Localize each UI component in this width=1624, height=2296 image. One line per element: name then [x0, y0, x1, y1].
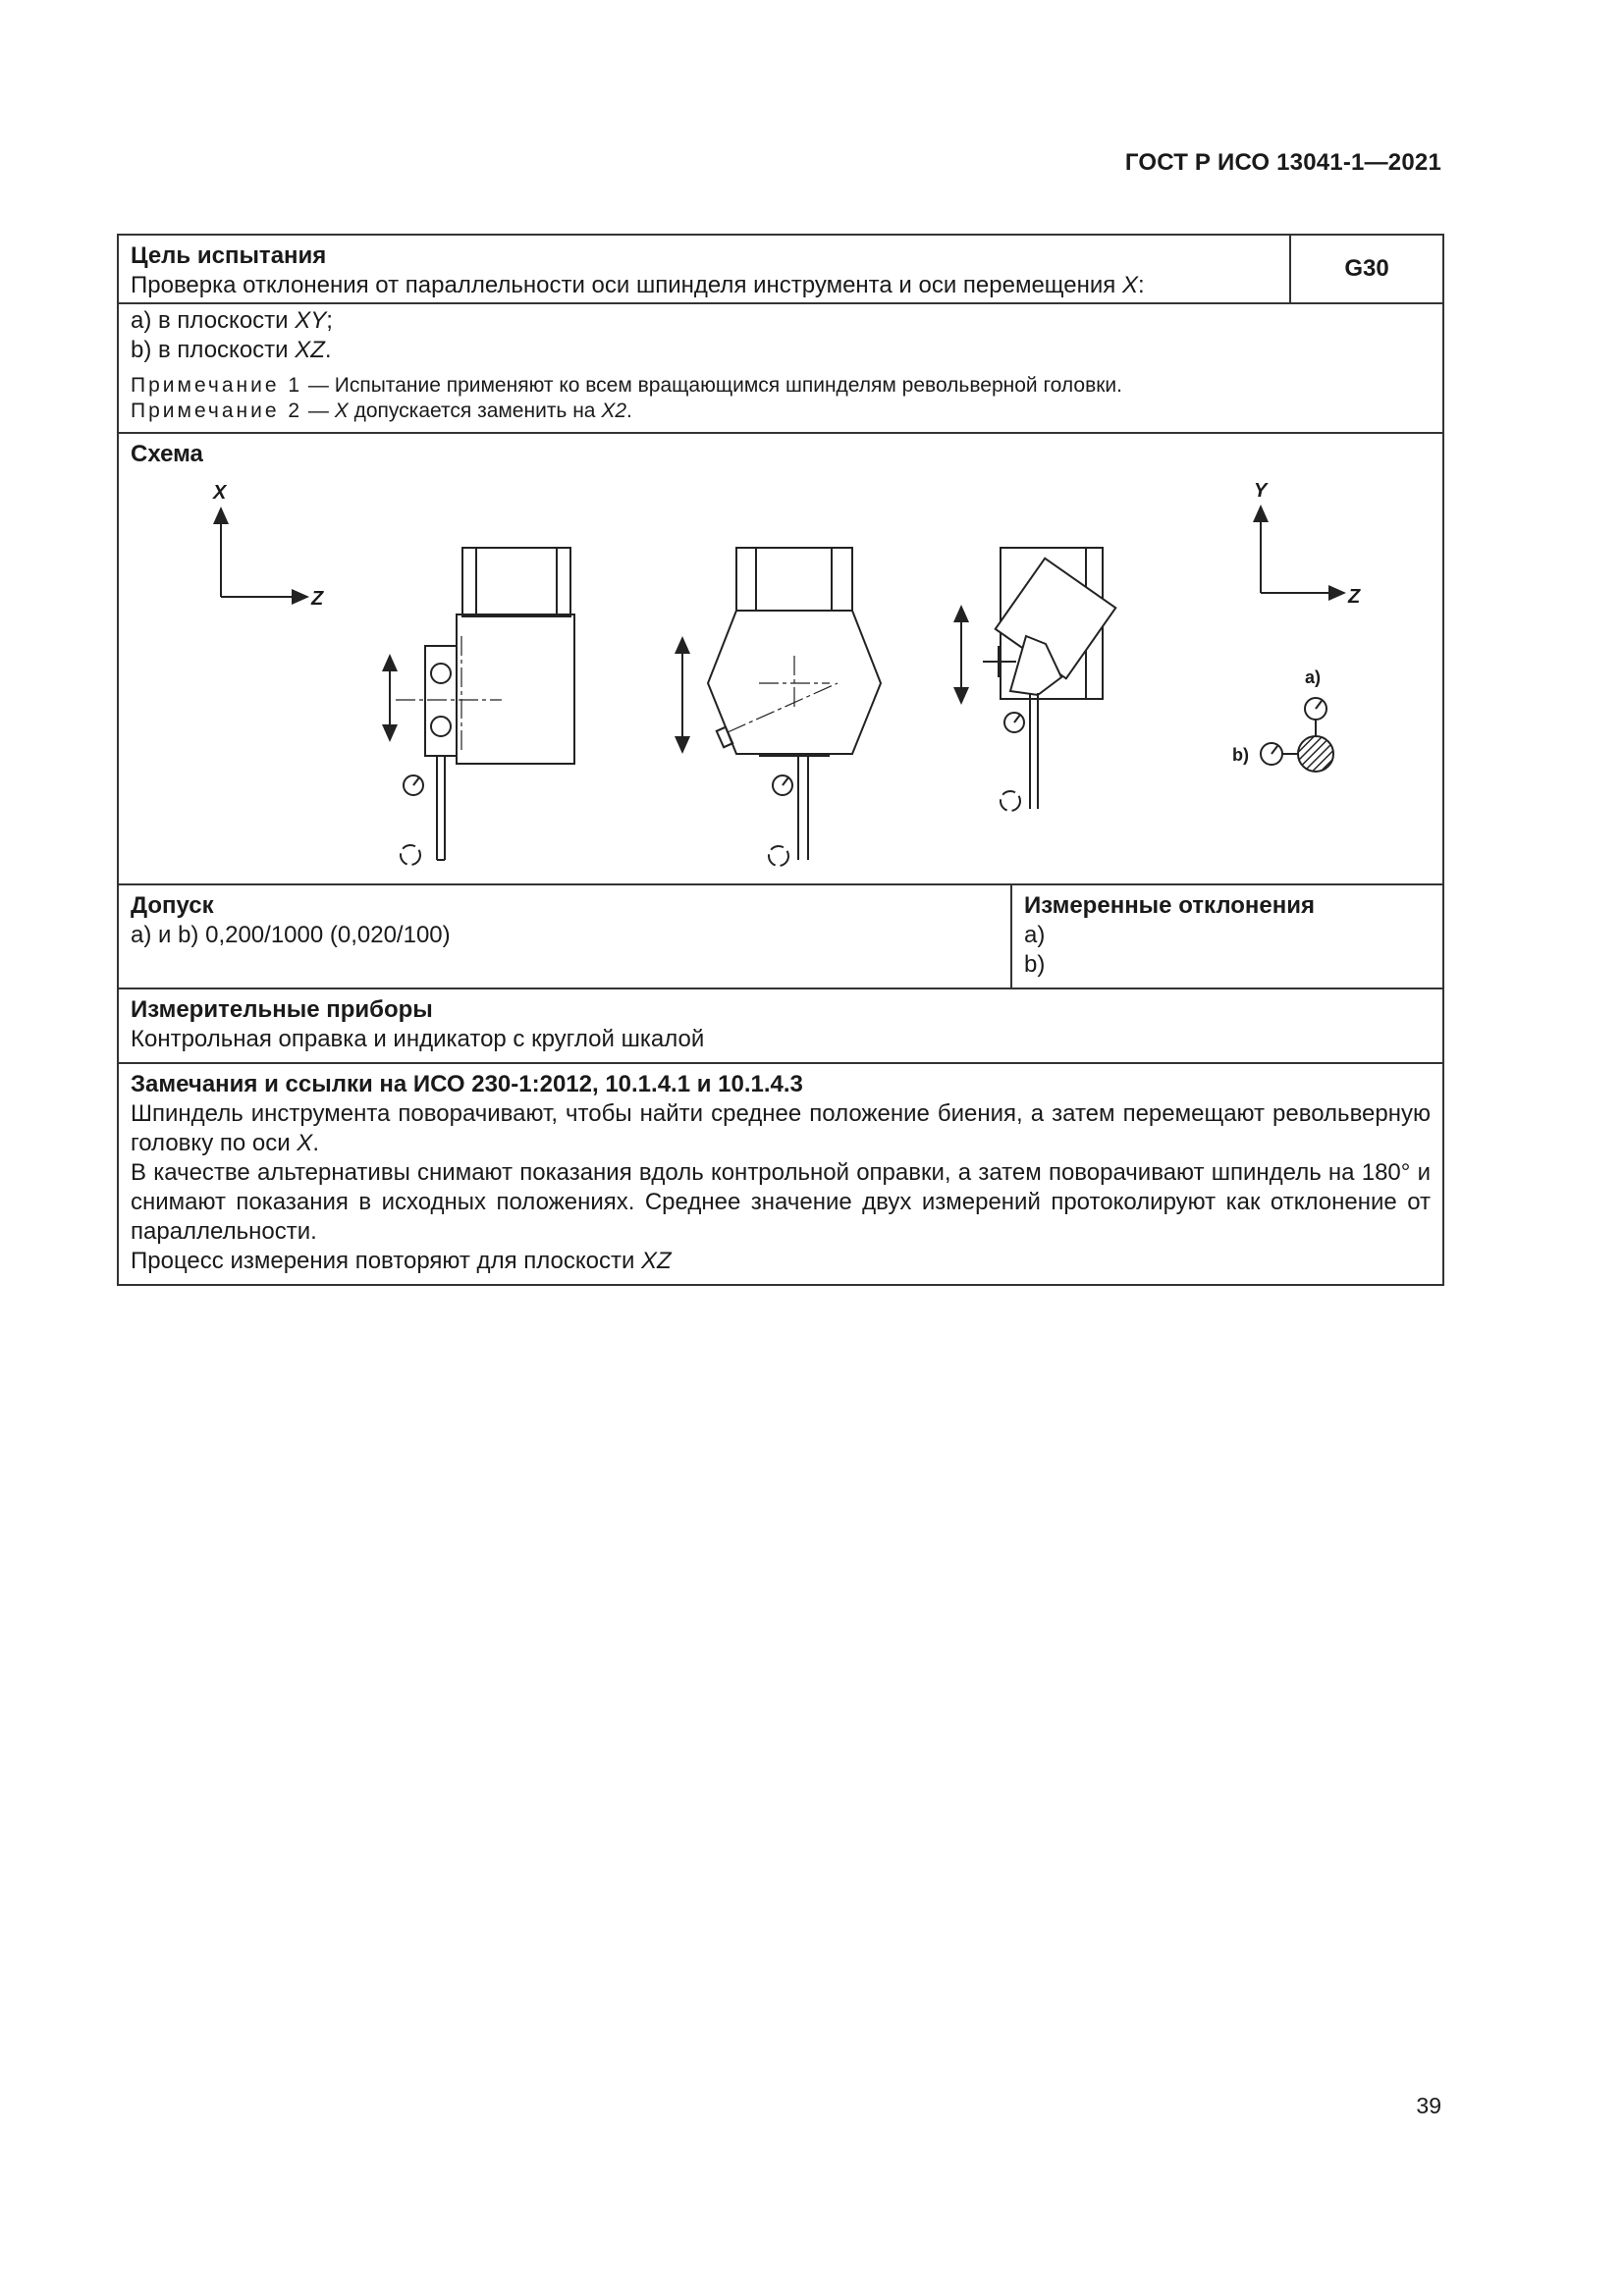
legend-label-b: b) — [1232, 745, 1249, 765]
remarks-row — [118, 1063, 1443, 1285]
axis-label-z-right: Z — [1348, 586, 1361, 608]
test-id: G30 — [1344, 255, 1389, 282]
axes-left — [221, 508, 307, 597]
tolerance-value: a) и b) 0,200/1000 (0,020/100) — [131, 922, 451, 948]
remarks-paragraph-2: В качестве альтернативы снимают показания вдоль контрольной оправки, а затем поворачивают шпиндель на 180° и снимают показания в исходных положениях. Среднее значение двух измерений протоколируют как отклонение от параллельности. — [131, 1159, 1431, 1245]
axes-right — [1261, 507, 1344, 593]
turret-view-hexagon — [682, 548, 881, 866]
axis-label-x-left: X — [213, 482, 227, 504]
objective-item-b: b) в плоскости XZ. — [131, 337, 332, 363]
turret-view-xz — [390, 548, 574, 865]
measured-deviations-cell — [1011, 884, 1443, 988]
instruments-title: Измерительные приборы — [131, 996, 433, 1023]
axis-label-z-left: Z — [311, 588, 324, 610]
tolerance-row — [118, 884, 1443, 988]
note-2: Примечание 2 — X допускается заменить на X2. — [131, 400, 632, 422]
objective-details-cell — [118, 303, 1443, 433]
objective-details-row — [118, 303, 1443, 433]
objective-text: Проверка отклонения от параллельности оси шпинделя инструмента и оси перемещения X: — [131, 272, 1145, 298]
schema-diagram — [131, 469, 1429, 872]
tolerance-title: Допуск — [131, 892, 214, 919]
remarks-title: Замечания и ссылки на ИСО 230-1:2012, 10.1.4.1 и 10.1.4.3 — [131, 1071, 803, 1097]
tolerance-cell — [118, 884, 1011, 988]
objective-item-a: a) в плоскости XY; — [131, 307, 333, 334]
cross-section-legend — [1261, 698, 1333, 772]
note-1: Примечание 1 — Испытание применяют ко всем вращающимся шпинделям револьверной головки. — [131, 374, 1122, 397]
axis-label-y-right: Y — [1254, 480, 1268, 502]
test-id-cell — [1290, 235, 1443, 303]
turret-view-rotated — [961, 548, 1115, 811]
remarks-paragraph-1: Шпиндель инструмента поворачивают, чтобы найти среднее положение биения, а затем перемещают револьверную головку по оси X. — [131, 1100, 1431, 1156]
objective-row — [118, 235, 1443, 303]
schema-cell — [118, 433, 1443, 884]
remarks-cell — [118, 1063, 1443, 1285]
instruments-row — [118, 988, 1443, 1063]
test-sheet-table — [117, 234, 1444, 1286]
instruments-text: Контрольная оправка и индикатор с круглой шкалой — [131, 1026, 705, 1052]
schema-title: Схема — [131, 441, 203, 467]
measured-item-a: a) — [1024, 922, 1046, 948]
objective-axis: X — [1121, 272, 1138, 298]
instruments-cell — [118, 988, 1443, 1063]
remarks-paragraph-3: Процесс измерения повторяют для плоскости XZ — [131, 1248, 672, 1274]
objective-title: Цель испытания — [131, 242, 327, 269]
legend-label-a: a) — [1305, 667, 1322, 687]
measured-item-b: b) — [1024, 951, 1046, 978]
schema-row — [118, 433, 1443, 884]
document-code: ГОСТ Р ИСО 13041-1—2021 — [1124, 149, 1441, 176]
measured-title: Измеренные отклонения — [1024, 892, 1316, 919]
page-number: 39 — [1416, 2093, 1441, 2118]
objective-cell — [118, 235, 1290, 303]
